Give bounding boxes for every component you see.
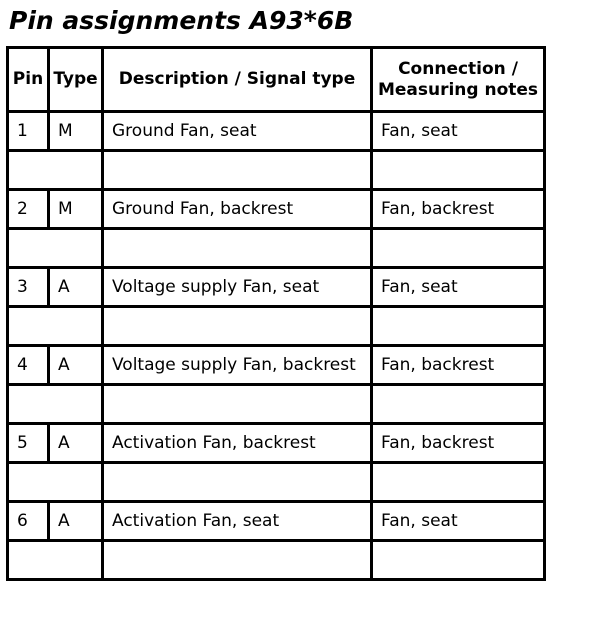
table-row [8,424,545,463]
spacer-cell-pin-type [8,463,103,502]
spacer-cell-description [103,307,372,346]
spacer-cell-description [103,463,372,502]
table-row [8,268,545,307]
table-spacer-row [8,151,545,190]
cell-connection: Fan, seat [372,502,545,541]
spacer-cell-pin-type [8,385,103,424]
spacer-cell-connection [372,307,545,346]
cell-connection: Fan, backrest [372,190,545,229]
cell-type: A [49,502,103,541]
table-spacer-row [8,463,545,502]
cell-pin: 6 [8,502,49,541]
cell-pin: 2 [8,190,49,229]
table-row [8,112,545,151]
table-row [8,190,545,229]
spacer-cell-description [103,541,372,580]
cell-pin: 5 [8,424,49,463]
table-spacer-row [8,541,545,580]
cell-connection: Fan, backrest [372,346,545,385]
table-spacer-row [8,385,545,424]
cell-description: Activation Fan, backrest [103,424,372,463]
spacer-cell-connection [372,151,545,190]
table-spacer-row [8,307,545,346]
spacer-cell-pin-type [8,541,103,580]
page-title: Pin assignments A93*6B [9,6,354,35]
spacer-cell-connection [372,463,545,502]
header-connection [372,48,545,112]
cell-description: Ground Fan, backrest [103,190,372,229]
spacer-cell-pin-type [8,307,103,346]
table-header-row [8,48,545,112]
table-spacer-row [8,229,545,268]
cell-description: Ground Fan, seat [103,112,372,151]
spacer-cell-pin-type [8,151,103,190]
cell-type: M [49,112,103,151]
spacer-cell-connection [372,229,545,268]
table-row [8,346,545,385]
spacer-cell-description [103,229,372,268]
table-row [8,502,545,541]
cell-description: Voltage supply Fan, backrest [103,346,372,385]
cell-connection: Fan, backrest [372,424,545,463]
cell-connection: Fan, seat [372,268,545,307]
spacer-cell-pin-type [8,229,103,268]
cell-pin: 4 [8,346,49,385]
cell-description: Activation Fan, seat [103,502,372,541]
cell-type: A [49,424,103,463]
cell-type: A [49,268,103,307]
cell-pin: 1 [8,112,49,151]
pin-assignment-table [6,46,546,581]
cell-description: Voltage supply Fan, seat [103,268,372,307]
header-type: Type [49,48,103,112]
header-description: Description / Signal type [103,48,372,112]
header-pin: Pin [8,48,49,112]
header-connection-line1: Connection / [398,58,518,79]
cell-pin: 3 [8,268,49,307]
spacer-cell-connection [372,385,545,424]
spacer-cell-connection [372,541,545,580]
cell-type: M [49,190,103,229]
header-connection-line2: Measuring notes [377,79,539,100]
cell-type: A [49,346,103,385]
spacer-cell-description [103,385,372,424]
spacer-cell-description [103,151,372,190]
cell-connection: Fan, seat [372,112,545,151]
